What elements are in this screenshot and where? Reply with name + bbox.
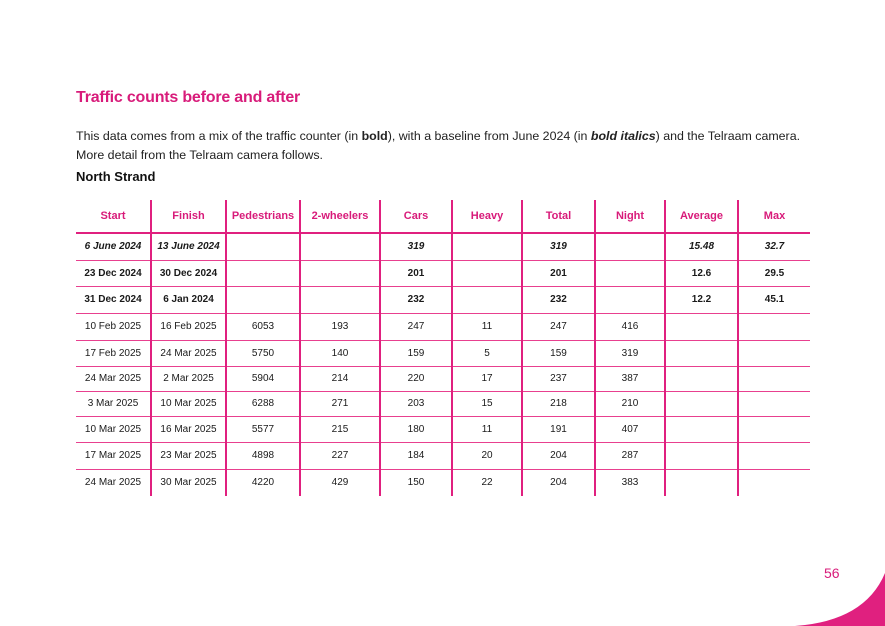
column-header: Start — [76, 200, 151, 233]
table-cell: 232 — [522, 286, 595, 313]
table-cell — [665, 416, 738, 442]
table-cell — [226, 286, 300, 313]
table-cell — [595, 260, 665, 286]
table-cell: 15 — [452, 391, 522, 416]
table-cell: 6 June 2024 — [76, 233, 151, 260]
corner-swoosh-shape — [795, 573, 885, 626]
table-cell: 201 — [522, 260, 595, 286]
table-cell — [665, 442, 738, 469]
table-cell: 16 Feb 2025 — [151, 313, 226, 340]
table-body — [76, 233, 810, 496]
table-cell: 2 Mar 2025 — [151, 366, 226, 391]
column-header: Heavy — [452, 200, 522, 233]
table-cell: 429 — [300, 469, 380, 496]
table-cell: 23 Mar 2025 — [151, 442, 226, 469]
table-cell: 218 — [522, 391, 595, 416]
table-cell: 11 — [452, 313, 522, 340]
table-cell: 407 — [595, 416, 665, 442]
table-cell — [665, 313, 738, 340]
table-cell: 319 — [595, 340, 665, 366]
table-cell — [595, 286, 665, 313]
table-cell: 45.1 — [738, 286, 810, 313]
table-cell — [300, 233, 380, 260]
table-cell: 232 — [380, 286, 452, 313]
table-cell — [738, 442, 810, 469]
table-cell: 180 — [380, 416, 452, 442]
column-header: Night — [595, 200, 665, 233]
intro-bold-word: bold — [361, 129, 388, 144]
table-cell: 11 — [452, 416, 522, 442]
table-cell: 5904 — [226, 366, 300, 391]
table-row — [76, 391, 810, 416]
table-cell: 17 — [452, 366, 522, 391]
table-cell: 150 — [380, 469, 452, 496]
table-cell — [595, 233, 665, 260]
table-cell: 10 Mar 2025 — [151, 391, 226, 416]
table-row — [76, 442, 810, 469]
table-cell — [738, 416, 810, 442]
intro-bold-italic-word: bold italics — [590, 129, 656, 144]
table-row — [76, 233, 810, 260]
table-cell: 24 Mar 2025 — [84, 477, 142, 489]
table-cell: 3 Mar 2025 — [76, 391, 151, 416]
table-cell: 22 — [452, 469, 522, 496]
table-cell: 203 — [380, 391, 452, 416]
column-header: 2-wheelers — [300, 200, 380, 233]
table-cell — [738, 391, 810, 416]
intro-text-3: ) and the Telraam camera. More detail from the Telraam camera follows. — [76, 129, 801, 163]
page-heading: Traffic counts before and after — [76, 89, 301, 106]
table-cell: 17 Mar 2025 — [76, 442, 151, 469]
column-header: Finish — [151, 200, 226, 233]
table-cell: 23 Dec 2024 — [76, 260, 151, 286]
table-cell: 5750 — [226, 340, 300, 366]
table-cell — [452, 286, 522, 313]
table-cell: 16 Mar 2025 — [151, 416, 226, 442]
table-cell — [226, 260, 300, 286]
table-cell: 214 — [300, 366, 380, 391]
table-cell: 383 — [595, 469, 665, 496]
table-cell: 13 June 2024 — [151, 233, 226, 260]
table-cell: 227 — [300, 442, 380, 469]
table-cell: 319 — [380, 233, 452, 260]
column-header: Total — [522, 200, 595, 233]
table-cell: 184 — [380, 442, 452, 469]
table-cell: 30 Dec 2024 — [151, 260, 226, 286]
table-cell — [665, 469, 738, 496]
table-cell: 4220 — [226, 469, 300, 496]
table-row — [76, 286, 810, 313]
table-cell: 6 Jan 2024 — [151, 286, 226, 313]
section-title: North Strand — [76, 169, 156, 184]
table-cell — [300, 286, 380, 313]
column-header: Pedestrians — [226, 200, 300, 233]
table-row — [76, 260, 810, 286]
table-cell: 247 — [380, 313, 452, 340]
corner-decoration — [795, 571, 885, 626]
table-cell — [665, 340, 738, 366]
table-cell — [452, 233, 522, 260]
table-cell: 20 — [452, 442, 522, 469]
table-cell: 191 — [522, 416, 595, 442]
table-row — [76, 366, 810, 391]
table-cell: 210 — [595, 391, 665, 416]
traffic-count-table — [76, 200, 810, 496]
table-cell: 140 — [300, 340, 380, 366]
table-cell — [738, 469, 810, 496]
column-header: Cars — [380, 200, 452, 233]
table-cell: 31 Dec 2024 — [76, 286, 151, 313]
table-cell: 10 Feb 2025 — [76, 313, 151, 340]
column-header: Average — [665, 200, 738, 233]
table-row — [76, 313, 810, 340]
table-cell: 387 — [595, 366, 665, 391]
column-header: Max — [738, 200, 810, 233]
table-cell: 12.2 — [665, 286, 738, 313]
table-cell: 159 — [380, 340, 452, 366]
table-cell: 201 — [380, 260, 452, 286]
table-cell: 10 Mar 2025 — [76, 416, 151, 442]
table-cell: 271 — [300, 391, 380, 416]
table-cell — [300, 260, 380, 286]
table-cell: 5577 — [226, 416, 300, 442]
intro-paragraph — [76, 127, 816, 165]
table-row — [76, 340, 810, 366]
table-cell — [452, 260, 522, 286]
table-cell: 159 — [522, 340, 595, 366]
table-cell: 247 — [522, 313, 595, 340]
table-cell: 287 — [595, 442, 665, 469]
table-cell: 32.7 — [738, 233, 810, 260]
table-row — [76, 469, 810, 496]
table-cell: 17 Feb 2025 — [76, 340, 151, 366]
table-header-row — [76, 200, 810, 233]
table-cell: 204 — [522, 442, 595, 469]
table-cell: 24 Mar 2025 — [151, 340, 226, 366]
table-cell: 24 Mar 2025 — [76, 366, 151, 391]
table-cell — [738, 340, 810, 366]
table-cell: 319 — [522, 233, 595, 260]
table-cell — [738, 313, 810, 340]
table-cell: 193 — [300, 313, 380, 340]
table-cell: 416 — [595, 313, 665, 340]
table-cell: 29.5 — [738, 260, 810, 286]
table-cell: 215 — [300, 416, 380, 442]
table-cell: 220 — [380, 366, 452, 391]
table-cell: 15.48 — [665, 233, 738, 260]
page-number: 56 — [824, 565, 840, 581]
table-cell — [738, 366, 810, 391]
table-cell — [665, 366, 738, 391]
table-cell — [226, 233, 300, 260]
table-cell: 6288 — [226, 391, 300, 416]
table-cell: 5 — [452, 340, 522, 366]
table-cell: 6053 — [226, 313, 300, 340]
table-row — [76, 416, 810, 442]
intro-text-1: This data comes from a mix of the traffic counter (in — [76, 129, 362, 144]
table-cell: 4898 — [226, 442, 300, 469]
intro-text-2: ), with a baseline from June 2024 (in — [387, 129, 591, 144]
table-cell: 12.6 — [665, 260, 738, 286]
table-cell: 30 Mar 2025 — [151, 469, 226, 496]
table-cell — [665, 391, 738, 416]
table-cell: 204 — [522, 469, 595, 496]
table-cell: 237 — [522, 366, 595, 391]
